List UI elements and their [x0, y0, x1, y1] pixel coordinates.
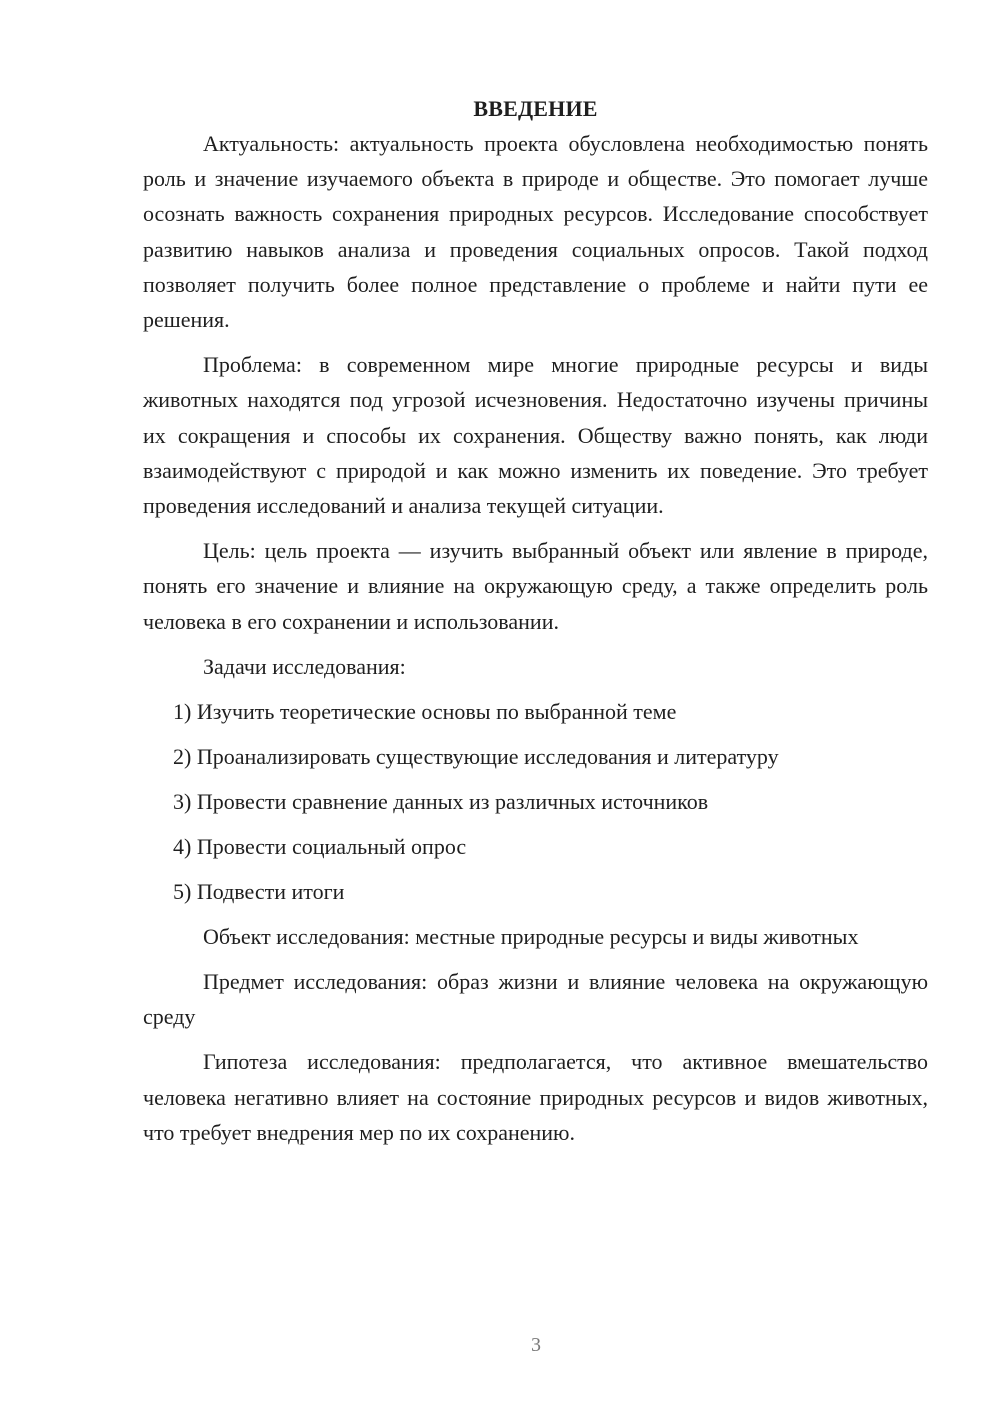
- tasks-label: Задачи исследования:: [203, 653, 406, 679]
- object-paragraph: Объект исследования: местные природные ресурсы и виды животных: [203, 923, 859, 949]
- page-title: ВВЕДЕНИЕ: [473, 96, 598, 121]
- task-item-2: 2) Проанализировать существующие исследования и литературу: [173, 743, 779, 769]
- task-item-3: 3) Провести сравнение данных из различных источников: [173, 788, 709, 814]
- page-number: 3: [531, 1334, 541, 1356]
- subject-paragraph: Предмет исследования: образ жизни и влияние человека на окружающую среду: [143, 969, 928, 1030]
- task-item-5: 5) Подвести итоги: [173, 878, 345, 904]
- goal-paragraph: Цель: цель проекта — изучить выбранный объект или явление в природе, понять его значение и влияние на окружающую среду, а также определить роль человека в его сохранении и использовании.: [143, 538, 928, 634]
- task-item-1: 1) Изучить теоретические основы по выбранной теме: [173, 698, 677, 724]
- task-item-4: 4) Провести социальный опрос: [173, 833, 467, 859]
- relevance-paragraph: Актуальность: актуальность проекта обусловлена необходимостью понять роль и значение изучаемого объекта в природе и обществе. Это помогает лучше осознать важность сохранения природных ресурсов. Исследование способствует развитию навыков анализа и проведения социальных опросов. Такой подход позволяет получить более полное представление о проблеме и найти пути ее решения.: [143, 131, 928, 333]
- document-page: [143, 92, 928, 1150]
- problem-paragraph: Проблема: в современном мире многие природные ресурсы и виды животных находятся под угрозой исчезновения. Недостаточно изучены причины их сокращения и способы их сохранения. Обществу важно понять, как люди взаимодействуют с природой и как можно изменить их поведение. Это требует проведения исследований и анализа текущей ситуации.: [143, 352, 928, 519]
- hypothesis-paragraph: Гипотеза исследования: предполагается, что активное вмешательство человека негативно влияет на состояние природных ресурсов и видов животных, что требует внедрения мер по их сохранению.: [143, 1049, 928, 1145]
